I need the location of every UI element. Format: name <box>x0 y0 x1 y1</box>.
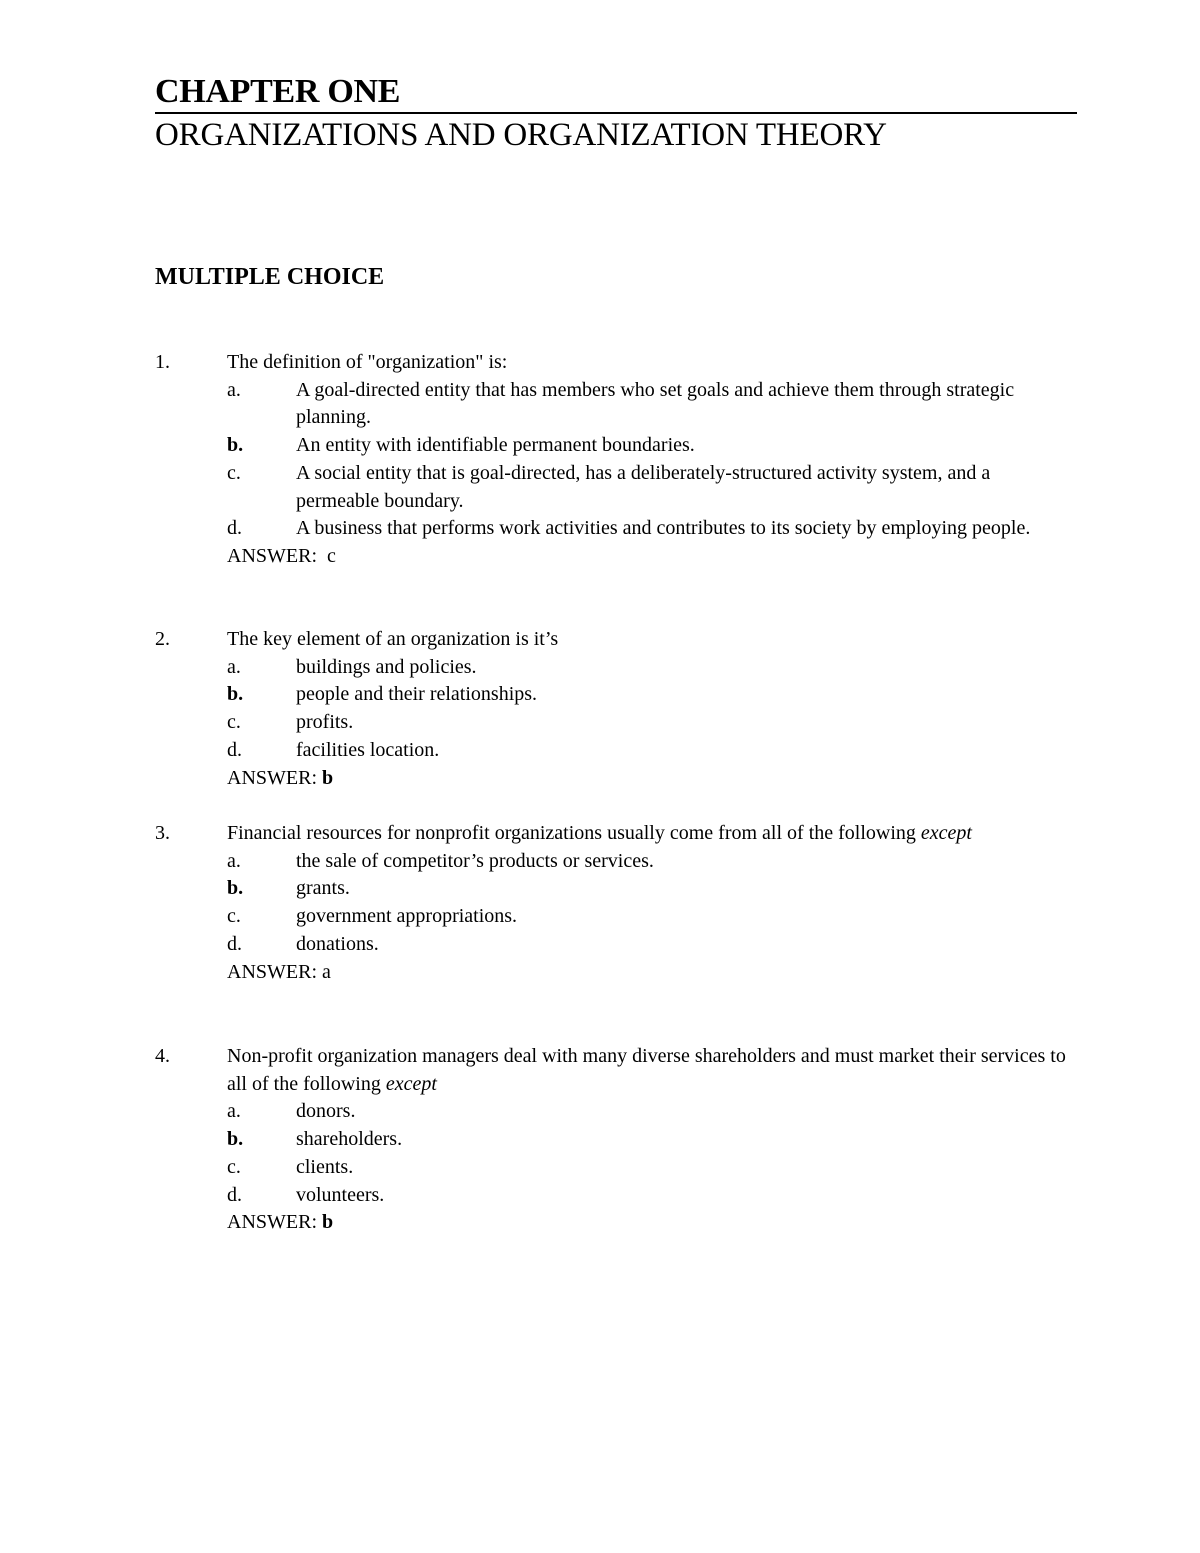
option-a <box>155 377 1075 432</box>
question-emphasis: except <box>920 822 972 844</box>
option-d <box>155 1182 1075 1210</box>
option-letter: c. <box>227 905 241 928</box>
question-stem <box>155 820 1075 848</box>
answer-line <box>155 959 1075 987</box>
answer-label: ANSWER: <box>227 766 317 789</box>
option-text: A social entity that is goal-directed, has a deliberately-structured activity system, and a permeable boundary. <box>296 461 991 512</box>
option-text: clients. <box>296 1155 354 1178</box>
option-letter: a. <box>227 1100 241 1123</box>
question-emphasis: except <box>385 1072 437 1095</box>
option-b <box>155 875 1075 903</box>
option-letter: a. <box>227 378 241 401</box>
question-number: 1. <box>155 351 170 373</box>
option-letter: c. <box>227 461 241 484</box>
question-text: The key element of an organization is it’s <box>227 628 559 650</box>
option-text: government appropriations. <box>296 905 518 928</box>
option-text: An entity with identifiable permanent boundaries. <box>296 434 695 457</box>
question-text: The definition of "organization" is: <box>227 351 508 373</box>
question-text: Financial resources for nonprofit organizations usually come from all of the following <box>227 822 921 844</box>
option-letter: d. <box>227 517 242 540</box>
option-d <box>155 931 1075 959</box>
answer-label: ANSWER: <box>227 1211 317 1234</box>
option-text: donors. <box>296 1100 356 1123</box>
question-4 <box>155 1043 1075 1237</box>
option-letter: a. <box>227 655 241 678</box>
option-d <box>155 515 1075 543</box>
option-letter: d. <box>227 932 242 955</box>
answer-label: ANSWER: <box>227 960 317 983</box>
option-letter: c. <box>227 711 241 734</box>
option-c <box>155 903 1075 931</box>
option-c <box>155 709 1075 737</box>
option-letter: a. <box>227 849 241 872</box>
chapter-title: CHAPTER ONE <box>155 73 401 110</box>
option-c <box>155 1154 1075 1182</box>
option-letter: b. <box>227 434 244 457</box>
option-text: volunteers. <box>296 1183 385 1206</box>
answer-line <box>155 543 1075 571</box>
chapter-divider <box>155 112 1077 114</box>
option-text: buildings and policies. <box>296 655 477 678</box>
option-b <box>155 681 1075 709</box>
option-text: facilities location. <box>296 738 440 761</box>
option-letter: b. <box>227 1128 244 1151</box>
option-text: profits. <box>296 711 354 734</box>
question-3 <box>155 820 1075 986</box>
answer-value: c <box>327 544 336 567</box>
answer-value: b <box>322 766 334 789</box>
option-b <box>155 432 1075 460</box>
option-letter: c. <box>227 1155 241 1178</box>
question-number: 2. <box>155 628 170 650</box>
question-text: Non-profit organization managers deal with many diverse shareholders and must market their services to all of the following <box>227 1045 1066 1095</box>
section-title: MULTIPLE CHOICE <box>155 264 385 290</box>
question-stem <box>155 626 1075 654</box>
option-text: donations. <box>296 932 379 955</box>
question-stem <box>155 1043 1075 1098</box>
chapter-subtitle: ORGANIZATIONS AND ORGANIZATION THEORY <box>155 117 887 153</box>
option-letter: d. <box>227 1183 242 1206</box>
option-text: A goal-directed entity that has members who set goals and achieve them through strategic planning. <box>296 378 1015 429</box>
option-text: A business that performs work activities and contributes to its society by employing people. <box>296 517 1031 540</box>
question-number: 3. <box>155 822 170 844</box>
option-letter: b. <box>227 877 244 900</box>
answer-value: a <box>322 960 331 983</box>
option-a <box>155 654 1075 682</box>
answer-line <box>155 765 1075 793</box>
option-letter: b. <box>227 683 244 706</box>
question-stem <box>155 349 1075 377</box>
option-text: shareholders. <box>296 1128 403 1151</box>
question-1 <box>155 349 1075 571</box>
answer-label: ANSWER: <box>227 544 317 567</box>
answer-line <box>155 1209 1075 1237</box>
option-letter: d. <box>227 738 242 761</box>
option-a <box>155 848 1075 876</box>
option-d <box>155 737 1075 765</box>
answer-value: b <box>322 1211 334 1234</box>
option-text: grants. <box>296 877 350 900</box>
question-2 <box>155 626 1075 792</box>
option-text: people and their relationships. <box>296 683 538 706</box>
question-number: 4. <box>155 1045 170 1067</box>
option-c <box>155 460 1075 515</box>
option-b <box>155 1126 1075 1154</box>
option-text: the sale of competitor’s products or services. <box>296 849 654 872</box>
option-a <box>155 1098 1075 1126</box>
